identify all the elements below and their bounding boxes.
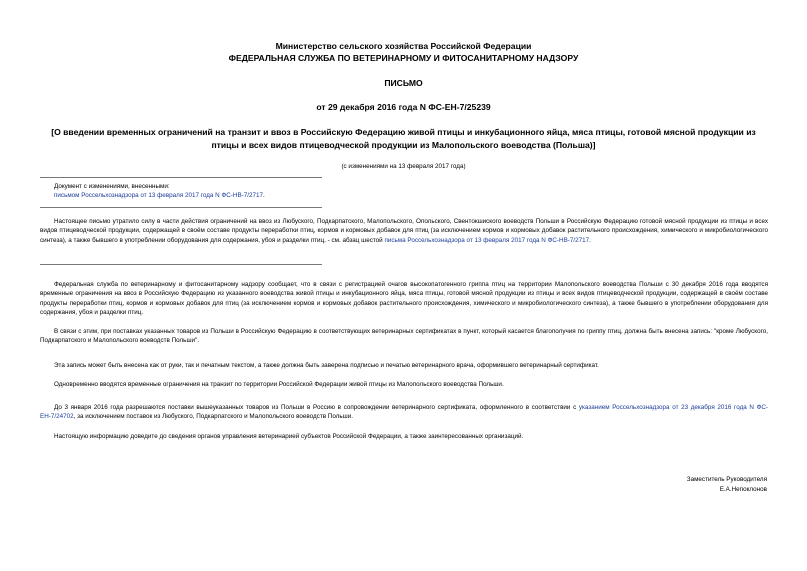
document-type: ПИСЬМО <box>384 78 423 88</box>
paragraph-5 <box>40 403 768 422</box>
paragraph-5-suffix: , за исключением поставок из Любуского, Подкарпатского и Малопольского воеводств Польши. <box>73 413 353 421</box>
invalidation-note <box>40 217 768 245</box>
invalidation-text: Настоящее письмо утратило силу в части действия ограничений на ввоз из Любуского, Подкарпатского, Малопольского, Опольского, Свентокшиского воеводств Польши в Российскую Федерацию готовой мясной продукции из птицы и всех видов птицеводческой продукции, содержащей в своём составе продукты переработки птиц, кормов и кормовых добавок для птиц (за исключением кормов и кормовых добавок растительного происхождения, химического и микробиологического синтеза), а также бывшего в употреблении оборудования для содержания, убоя и разделки птиц, - см. абзац шестой <box>40 218 768 244</box>
amendment-suffix: . <box>263 192 265 199</box>
amendment-prefix: Документ с изменениями, внесенными: <box>54 183 170 190</box>
signature-name: Е.А.Непоклонов <box>719 486 767 493</box>
changes-note: (с изменениями на 13 февраля 2017 года) <box>341 163 466 170</box>
ministry-name: Министерство сельского хозяйства Российской Федерации <box>275 41 532 51</box>
paragraph-3: Эта запись может быть внесена как от руки, так и печатным текстом, а также должна быть заверена подписью и печатью ветеринарного врача, оформившего ветеринарный сертификат. <box>54 362 599 369</box>
invalidation-link[interactable]: письма Россельхознадзора от 13 февраля 2017 года N ФС-НВ-7/2717 <box>384 236 590 244</box>
divider <box>40 207 322 208</box>
paragraph-1: Федеральная служба по ветеринарному и фитосанитарному надзору сообщает, что в связи с регистрацией очагов высокопатогенного гриппа птиц на территории Малопольского воеводства Польши с 30 декабря 2016 года вводятся временные ограничения на ввоз в Российскую Федерацию из указанного воеводства живой птицы и инкубационного яйца, мяса птицы, готовой мясной продукции из птицы и всех видов птицеводческой продукции, содержащей в своём составе продукты переработки птиц, кормов и кормовых добавок для птиц (за исключением кормов и кормовых добавок растительного происхождения, химического и микробиологического синтеза), а также бывшего в употреблении оборудования для содержания, убоя и разделки птиц. <box>40 281 768 317</box>
document-title: [О введении временных ограничений на транзит и ввоз в Российскую Федерацию живой птицы и инкубационного яйца, мяса птицы, готовой мясной продукции из птицы и всех видов птицеводческой продукции из Малопольского воеводства (Польша)] <box>51 127 756 150</box>
amendment-link[interactable]: письмом Россельхознадзора от 13 февраля 2017 года N ФС-НВ-7/2717 <box>54 192 264 199</box>
paragraph-2: В связи с этим, при поставках указанных товаров из Польши в Российскую Федерацию в соответствующих ветеринарных сертификатах в пункт, который касается благополучия по гриппу птиц, должна быть внесена запись: "кроме Любуского, Подкарпатского и Малопольского воеводств Польши". <box>40 328 768 345</box>
divider <box>40 264 322 265</box>
invalidation-suffix: . <box>589 236 591 244</box>
document-date: от 29 декабря 2016 года N ФС-ЕН-7/25239 <box>316 102 491 112</box>
signature-block <box>687 475 767 495</box>
signature-position: Заместитель Руководителя <box>686 476 767 483</box>
service-name: ФЕДЕРАЛЬНАЯ СЛУЖБА ПО ВЕТЕРИНАРНОМУ И ФИТОСАНИТАРНОМУ НАДЗОРУ <box>228 53 579 63</box>
directive-link[interactable]: указанием Россельхознадзора от 23 декабря 2016 года N ФС-ЕН-7/24702 <box>40 404 769 421</box>
divider <box>40 177 322 178</box>
paragraph-5-text: До 3 января 2016 года разрешаются поставки вышеуказанных товаров из Польши в Россию в сопровождении ветеринарного сертификата, оформленного в соответствии с <box>54 404 579 411</box>
paragraph-6: Настоящую информацию доведите до сведения органов управления ветеринарией субъектов Российской Федерации, а также заинтересованных организаций. <box>54 433 524 440</box>
amendment-note <box>54 182 324 200</box>
paragraph-4: Одновременно вводятся временные ограничения на транзит по территории Российской Федерации живой птицы из Малопольского воеводства Польши. <box>54 381 504 388</box>
